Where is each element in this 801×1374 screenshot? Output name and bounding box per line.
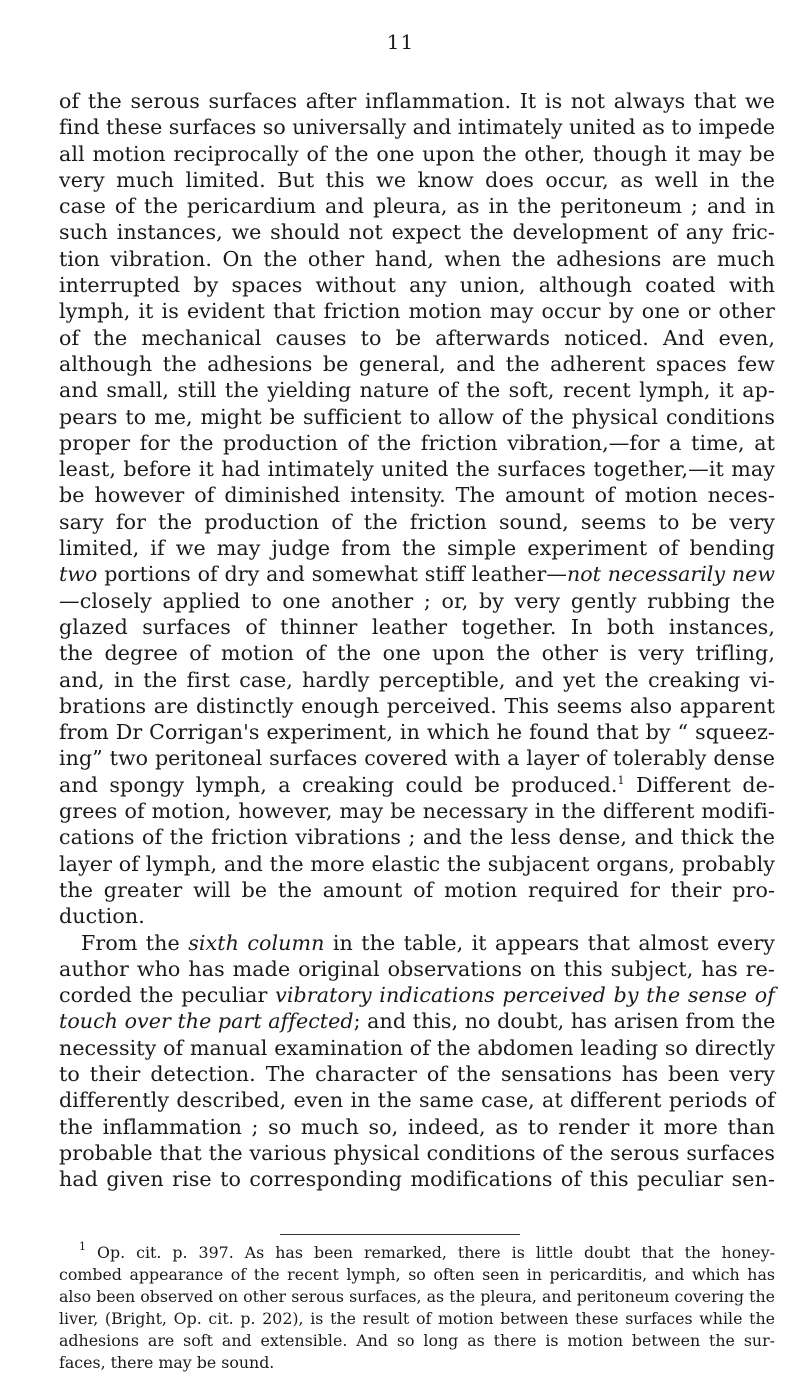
text-line	[59, 1008, 775, 1034]
text-line: the degree of motion of the one upon the other is very trifling,	[59, 641, 775, 666]
text-line: the greater will be the amount of motion required for their pro-	[59, 877, 775, 902]
text-segment: Op. cit. p. 397. As has been remarked, there is little doubt that the honey-	[86, 1243, 775, 1262]
text-line: duction.	[59, 904, 145, 929]
italic-text: two	[59, 562, 98, 587]
footnote-line: also been observed on other serous surfaces, as the pleura, and peritoneum covering the	[59, 1287, 775, 1306]
text-line: had given rise to corresponding modifications of this peculiar sen-	[59, 1167, 775, 1192]
text-line: brations are distinctly enough perceived. This seems also apparent	[59, 693, 775, 718]
text-line: case of the pericardium and pleura, as in the peritoneum ; and in	[59, 194, 775, 219]
text-segment: portions of dry and somewhat stiff leather—	[97, 562, 567, 587]
text-line: ing” two peritoneal surfaces covered with a layer of tolerably dense	[59, 746, 775, 771]
text-line	[59, 930, 775, 956]
text-line: and small, still the yielding nature of the soft, recent lymph, it ap-	[59, 378, 775, 403]
text-line	[59, 772, 775, 798]
footnote	[59, 1242, 775, 1374]
text-line: —closely applied to one another ; or, by very gently rubbing the	[59, 588, 775, 613]
footnote-line	[59, 1242, 775, 1264]
text-line: least, before it had intimately united the surfaces together,—it may	[59, 457, 775, 482]
footnote-divider	[280, 1234, 520, 1235]
text-line: be however of diminished intensity. The amount of motion neces-	[59, 483, 775, 508]
italic-text: sixth column	[188, 930, 325, 955]
text-segment: and spongy lymph, a creaking could be produced.	[59, 772, 618, 797]
text-line: differently described, even in the same case, at different periods of	[59, 1088, 775, 1113]
text-line: from Dr Corrigan's experiment, in which he found that by “ squeez-	[59, 720, 775, 745]
text-line: of the mechanical causes to be afterwards noticed. And even,	[59, 325, 775, 350]
text-line: author who has made original observations on this subject, has re-	[59, 956, 775, 981]
text-line: probable that the various physical conditions of the serous surfaces	[59, 1140, 775, 1165]
text-line	[59, 982, 775, 1008]
text-line: sary for the production of the friction sound, seems to be very	[59, 509, 775, 534]
text-segment: ; and this, no doubt, has arisen from the	[353, 1009, 776, 1034]
text-line: of the serous surfaces after inflammation. It is not always that we	[59, 89, 775, 113]
text-segment: From the	[81, 930, 189, 955]
text-line: lymph, it is evident that friction motion may occur by one or other	[59, 299, 775, 324]
text-line	[59, 561, 775, 587]
text-segment: in the table, it appears that almost every	[324, 930, 775, 955]
text-segment: corded the peculiar	[59, 983, 276, 1008]
text-line: tion vibration. On the other hand, when the adhesions are much	[59, 246, 775, 271]
italic-text: vibratory indications perceived by the sense of	[275, 983, 776, 1008]
text-line: proper for the production of the friction vibration,—for a time, at	[59, 430, 775, 455]
text-line: such instances, we should not expect the development of any fric-	[59, 220, 775, 245]
text-line: pears to me, might be sufficient to allow of the physical conditions	[59, 404, 775, 429]
text-line: all motion reciprocally of the one upon the other, though it may be	[59, 141, 775, 166]
text-line: necessity of manual examination of the abdomen leading so directly	[59, 1035, 775, 1060]
italic-text: not necessarily new	[566, 562, 775, 587]
footnote-line: adhesions are soft and extensible. And so long as there is motion between the sur-	[59, 1331, 775, 1350]
footnote-marker: 1	[79, 1240, 86, 1253]
text-line: cations of the friction vibrations ; and the less dense, and thick the	[59, 825, 775, 850]
text-line: to their detection. The character of the sensations has been very	[59, 1061, 775, 1086]
text-line: grees of motion, however, may be necessary in the different modifi-	[59, 799, 775, 824]
italic-text: touch over the part affected	[59, 1009, 354, 1034]
text-line: layer of lymph, and the more elastic the subjacent organs, probably	[59, 851, 775, 876]
footnote-line: combed appearance of the recent lymph, so often seen in pericarditis, and which has	[59, 1265, 775, 1284]
body-text	[59, 88, 775, 1192]
footnote-line: liver, (Bright, Op. cit. p. 202), is the result of motion between these surfaces while the	[59, 1309, 775, 1328]
text-line: limited, if we may judge from the simple experiment of bending	[59, 536, 775, 561]
text-line: find these surfaces so universally and intimately united as to impede	[59, 115, 775, 140]
page-number: 11	[386, 30, 415, 54]
text-line: glazed surfaces of thinner leather together. In both instances,	[59, 614, 775, 639]
text-line: interrupted by spaces without any union, although coated with	[59, 273, 775, 298]
text-segment: Different de-	[624, 772, 775, 797]
text-line: and, in the first case, hardly perceptible, and yet the creaking vi-	[59, 667, 775, 692]
footnote-line: faces, there may be sound.	[59, 1353, 275, 1372]
text-line: although the adhesions be general, and the adherent spaces few	[59, 351, 775, 376]
text-line: very much limited. But this we know does occur, as well in the	[59, 167, 775, 192]
text-line: the inflammation ; so much so, indeed, as to render it more than	[59, 1114, 775, 1139]
footnote-marker: 1	[617, 773, 625, 787]
